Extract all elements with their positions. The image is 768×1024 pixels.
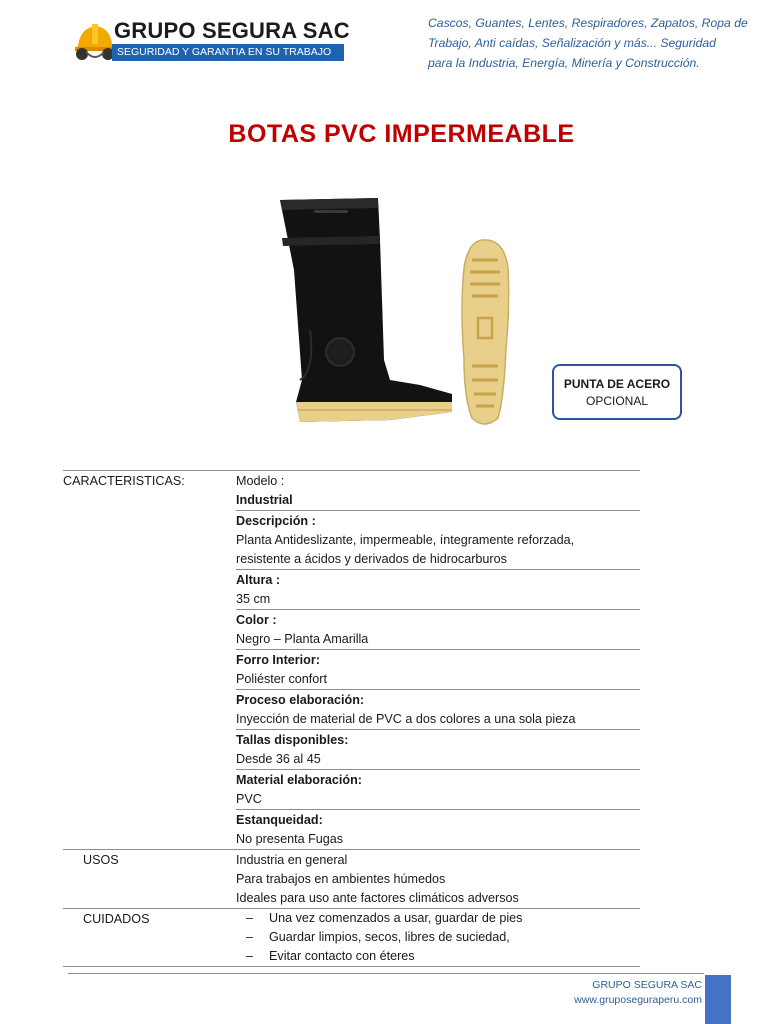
spec-value: PVC <box>236 792 262 806</box>
spec-entry-material <box>236 770 640 810</box>
spec-key: Material elaboración: <box>236 773 362 787</box>
header-note-line: para la Industria, Energía, Minería y Construcción. <box>428 56 700 70</box>
pvc-boot-image <box>270 180 550 440</box>
bullet-dash: – <box>246 949 254 963</box>
spec-key: Altura : <box>236 573 281 587</box>
spec-key: Color : <box>236 613 277 627</box>
header-note-line: Trabajo, Anti caídas, Señalización y más... Seguridad <box>428 36 716 50</box>
footer-accent-bar <box>705 975 731 1024</box>
spec-value: Desde 36 al 45 <box>236 752 321 766</box>
safety-helmet-icon <box>72 20 116 64</box>
row-label-usos <box>63 850 236 909</box>
callout-title: PUNTA DE ACERO <box>563 377 671 391</box>
spec-key: Tallas disponibles: <box>236 733 349 747</box>
usos-line: Para trabajos en ambientes húmedos <box>236 872 446 886</box>
section-label: CUIDADOS <box>83 912 150 926</box>
usos-details <box>236 850 640 909</box>
cuidados-text: Evitar contacto con éteres <box>269 949 415 963</box>
cuidados-text: Una vez comenzados a usar, guardar de pies <box>269 911 523 925</box>
table-row-usos <box>63 850 640 909</box>
spec-entry-proceso <box>236 690 640 730</box>
logo-title: GRUPO SEGURA SAC <box>114 18 350 43</box>
spec-key: Forro Interior: <box>236 653 320 667</box>
footer-website[interactable]: www.gruposeguraperu.com <box>574 994 702 1006</box>
table-row-cuidados <box>63 909 640 967</box>
spec-value: Industrial <box>236 493 293 507</box>
spec-key: Estanqueidad: <box>236 813 323 827</box>
cuidados-text: Guardar limpios, secos, libres de suciedad, <box>269 930 510 944</box>
cuidados-item <box>236 928 640 947</box>
cuidados-details <box>236 909 640 967</box>
usos-line: Ideales para uso ante factores climáticos adversos <box>236 891 519 905</box>
sole-illustration <box>462 240 509 424</box>
header-description <box>428 13 753 73</box>
footer-company: GRUPO SEGURA SAC <box>592 979 702 991</box>
spec-entry-descripcion <box>236 511 640 570</box>
callout-subtitle: OPCIONAL <box>585 394 648 408</box>
spec-key: Modelo : <box>236 474 285 488</box>
section-label: USOS <box>83 853 119 867</box>
spec-value: No presenta Fugas <box>236 832 344 846</box>
specifications-table <box>63 470 640 967</box>
spec-key: Proceso elaboración: <box>236 693 365 707</box>
header-note-line: Cascos, Guantes, Lentes, Respiradores, Zapatos, Ropa de <box>428 16 748 30</box>
cuidados-item <box>236 909 640 928</box>
spec-value: 35 cm <box>236 592 271 606</box>
spec-value: Negro – Planta Amarilla <box>236 632 369 646</box>
section-label: CARACTERISTICAS: <box>63 474 185 488</box>
footer <box>574 978 702 1008</box>
row-label-cuidados <box>63 909 236 967</box>
document-title: BOTAS PVC IMPERMEABLE <box>228 120 575 148</box>
footer-divider <box>68 973 704 974</box>
spec-entry-tallas <box>236 730 640 770</box>
boot-illustration <box>280 198 452 422</box>
row-label-caracteristicas <box>63 471 236 850</box>
spec-entry-forro <box>236 650 640 690</box>
table-row-caracteristicas <box>63 471 640 850</box>
company-logo <box>70 16 360 72</box>
caracteristicas-details <box>236 471 640 850</box>
spec-entry-modelo <box>236 471 640 511</box>
spec-entry-color <box>236 610 640 650</box>
spec-key: Descripción : <box>236 514 316 528</box>
steel-toe-callout <box>552 364 682 420</box>
bullet-dash: – <box>246 911 254 925</box>
spec-value: Planta Antideslizante, impermeable, íntegramente reforzada, <box>236 533 575 547</box>
usos-line: Industria en general <box>236 853 348 867</box>
spec-entry-altura <box>236 570 640 610</box>
spec-value: Inyección de material de PVC a dos colores a una sola pieza <box>236 712 576 726</box>
logo-tagline: SEGURIDAD Y GARANTIA EN SU TRABAJO <box>112 44 344 61</box>
cuidados-item <box>236 947 640 966</box>
spec-entry-estanqueidad <box>236 810 640 849</box>
bullet-dash: – <box>246 930 254 944</box>
spec-value: Poliéster confort <box>236 672 327 686</box>
spec-value: resistente a ácidos y derivados de hidrocarburos <box>236 552 507 566</box>
